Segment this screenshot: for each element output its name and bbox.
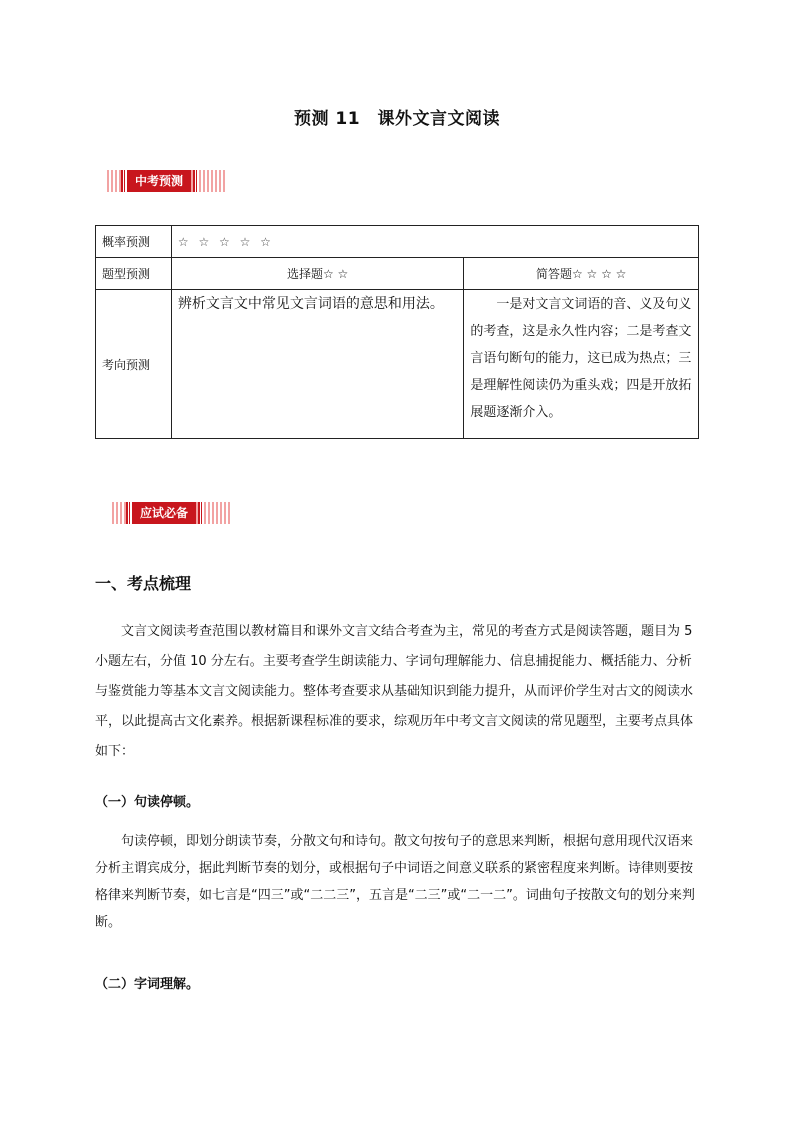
cell-direction-label: 考向预测 xyxy=(96,290,172,439)
page-title: 预测 11 课外文言文阅读 xyxy=(293,109,501,129)
cell-short-direction: 一是对文言文词语的音、义及句义的考查，这是永久性内容；二是考查文言语句断句的能力，这已成为热点；三是理解性阅读仍为重头戏；四是开放拓展题逐渐介入。 xyxy=(464,290,699,439)
subheading-punctuation: （一）句读停顿。 xyxy=(95,795,200,810)
subheading-word-understanding: （二）字词理解。 xyxy=(95,977,200,992)
punctuation-paragraph: 句读停顿，即划分朗读节奏，分散文句和诗句。散文句按句子的意思来判断，根据句意用现代汉语来分析主谓宾成分，据此判断节奏的划分，或根据句子中词语之间意义联系的紧密程度来判断。诗律则要按格律来判断节奏，如七言是“四三”或“二二三”，五言是“二三”或“二一二”。词曲句子按散文句的划分来判断。 xyxy=(95,834,695,930)
banner-prepare xyxy=(112,502,230,524)
banner-forecast-label: 中考预测 xyxy=(127,170,191,192)
cell-short-answer-type: 简答题☆ ☆ ☆ ☆ xyxy=(464,258,699,290)
cell-probability-stars: ☆ ☆ ☆ ☆ ☆ xyxy=(171,226,698,258)
forecast-table xyxy=(95,225,699,439)
table-row-direction xyxy=(96,290,699,439)
banner-forecast xyxy=(107,170,225,192)
cell-probability-label: 概率预测 xyxy=(96,226,172,258)
cell-question-type-label: 题型预测 xyxy=(96,258,172,290)
cell-choice-direction: 辨析文言文中常见文言词语的意思和用法。 xyxy=(171,290,463,439)
table-row-probability xyxy=(96,226,699,258)
section-heading: 一、考点梳理 xyxy=(95,574,192,593)
table-row-question-type xyxy=(96,258,699,290)
intro-paragraph: 文言文阅读考查范围以教材篇目和课外文言文结合考查为主，常见的考查方式是阅读答题，题目为 5 小题左右，分值 10 分左右。主要考查学生朗读能力、字词句理解能力、信息捕捉能力、概括能力、分析与鉴赏能力等基本文言文阅读能力。整体考查要求从基础知识到能力提升，从而评价学生对古文的阅读水平，以此提高古文化素养。根据新课程标准的要求，综观历年中考文言文阅读的常见题型，主要考点具体如下： xyxy=(95,624,694,759)
banner-prepare-label: 应试必备 xyxy=(132,502,196,524)
cell-choice-type: 选择题☆ ☆ xyxy=(171,258,463,290)
